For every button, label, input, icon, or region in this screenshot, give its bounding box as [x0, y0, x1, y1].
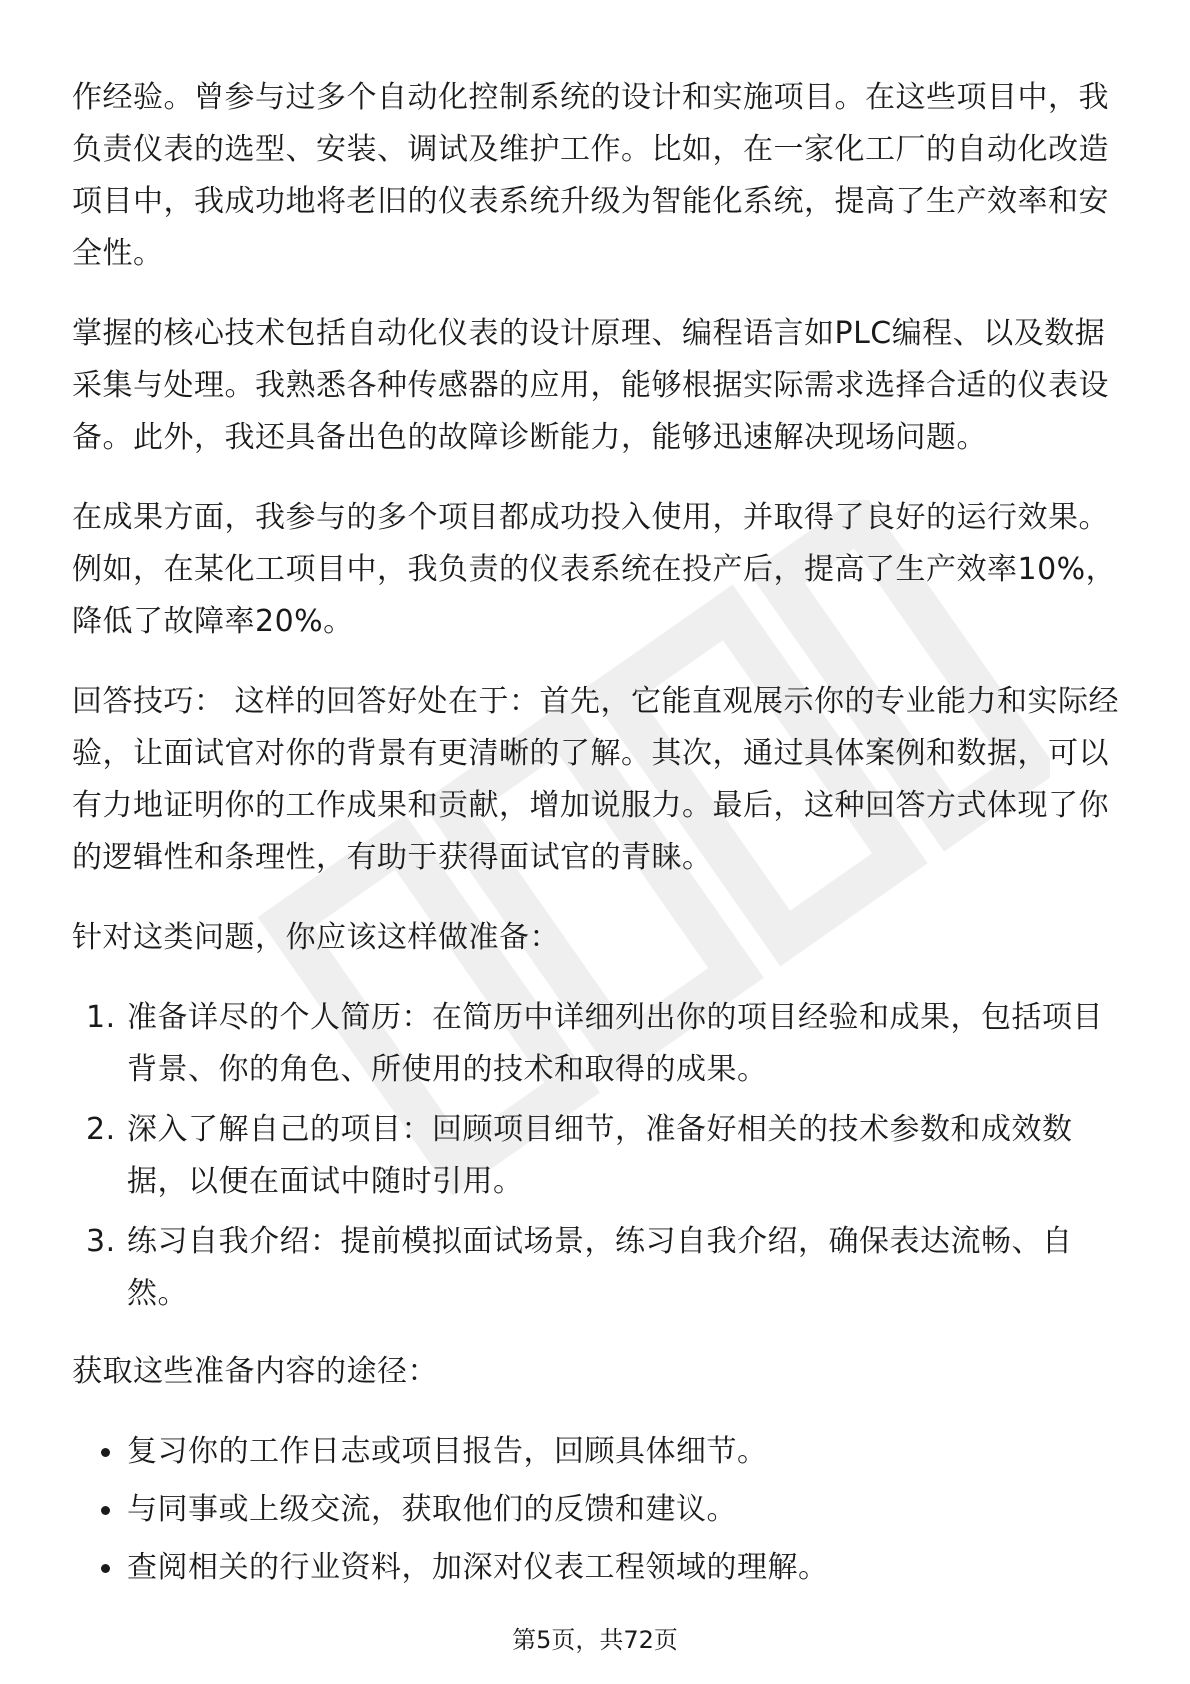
list-item-text: 查阅相关的行业资料，加深对仪表工程领域的理解。 — [127, 1550, 829, 1585]
list-item-text: 复习你的工作日志或项目报告，回顾具体细节。 — [127, 1434, 768, 1469]
paragraph-answer-tips: 回答技巧： 这样的回答好处在于：首先，它能直观展示你的专业能力和实际经验，让面试官对你的背景有更清晰的了解。其次，通过具体案例和数据，可以有力地证明你的工作成果和贡献，增加说服力。最后，这种回答方式体现了你的逻辑性和条理性，有助于获得面试官的青睐。 — [72, 684, 1120, 875]
list-item-text: 准备详尽的个人简历：在简历中详细列出你的项目经验和成果，包括项目背景、你的角色、所使用的技术和取得的成果。 — [127, 1000, 1103, 1087]
bullet-icon — [101, 1506, 110, 1515]
list-number: 3. — [86, 1224, 116, 1259]
list-item-text: 深入了解自己的项目：回顾项目细节，准备好相关的技术参数和成效数据，以便在面试中随时引用。 — [127, 1112, 1073, 1199]
paragraph-core-skills: 掌握的核心技术包括自动化仪表的设计原理、编程语言如PLC编程、以及数据采集与处理。我熟悉各种传感器的应用，能够根据实际需求选择合适的仪表设备。此外，我还具备出色的故障诊断能力，能够迅速解决现场问题。 — [72, 316, 1109, 455]
preparation-numbered-list — [72, 992, 1122, 1320]
list-item — [72, 1484, 1122, 1536]
ways-bullet-list — [72, 1426, 1122, 1594]
list-number: 1. — [86, 1000, 116, 1035]
list-item — [72, 1542, 1122, 1594]
document-body — [72, 72, 1122, 1600]
list-item-text: 练习自我介绍：提前模拟面试场景，练习自我介绍，确保表达流畅、自然。 — [127, 1224, 1073, 1311]
page-number-footer: 第5页，共72页 — [512, 1626, 678, 1654]
list-item-text: 与同事或上级交流，获取他们的反馈和建议。 — [127, 1492, 737, 1527]
paragraph-achievements: 在成果方面，我参与的多个项目都成功投入使用，并取得了良好的运行效果。例如，在某化工项目中，我负责的仪表系统在投产后，提高了生产效率10%，降低了故障率20%。 — [72, 500, 1117, 639]
list-item — [72, 1216, 1122, 1320]
list-item — [72, 992, 1122, 1096]
list-item — [72, 1104, 1122, 1208]
paragraph-ways-heading: 获取这些准备内容的途径： — [72, 1354, 438, 1389]
bullet-icon — [101, 1564, 110, 1573]
list-item — [72, 1426, 1122, 1478]
bullet-icon — [101, 1448, 110, 1457]
paragraph-work-experience: 作经验。曾参与过多个自动化控制系统的设计和实施项目。在这些项目中，我负责仪表的选型、安装、调试及维护工作。比如，在一家化工厂的自动化改造项目中，我成功地将老旧的仪表系统升级为智能化系统，提高了生产效率和安全性。 — [72, 80, 1109, 271]
paragraph-preparation-intro: 针对这类问题，你应该这样做准备： — [72, 920, 560, 955]
list-number: 2. — [86, 1112, 116, 1147]
